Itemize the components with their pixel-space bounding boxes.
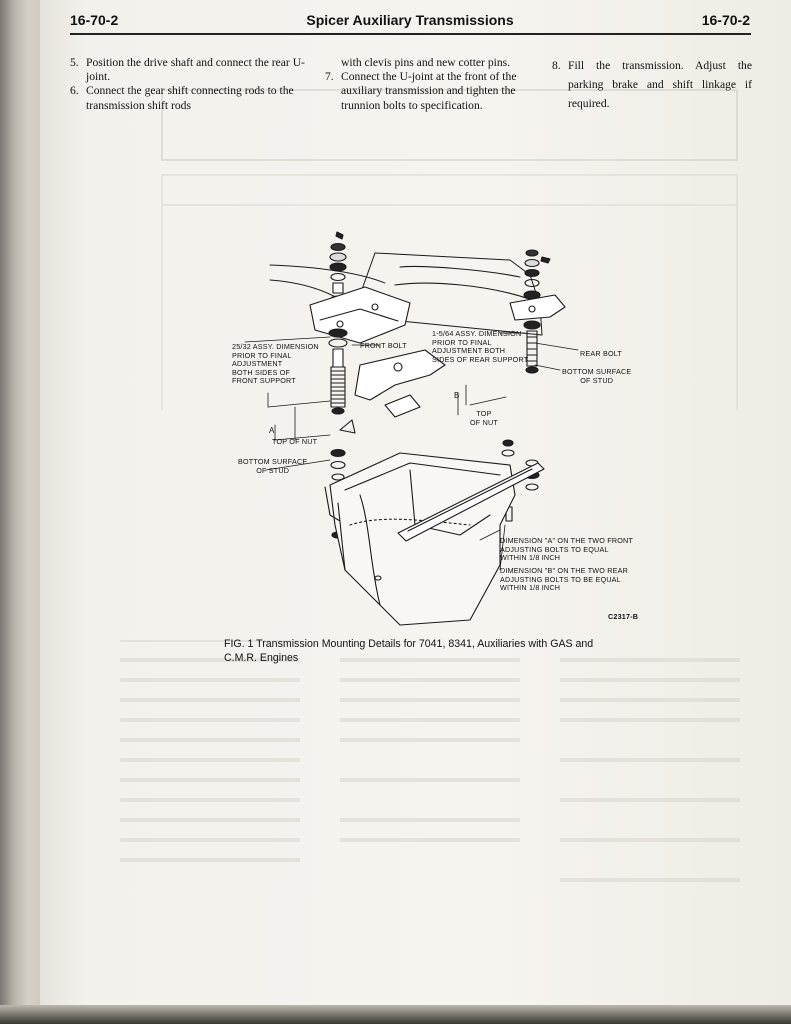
page-header — [70, 10, 750, 32]
step-text: Connect the gear shift connecting rods to the transmission shift rods — [86, 84, 294, 112]
step-number: 6. — [70, 84, 79, 98]
step-text: Connect the U-joint at the front of the auxiliary transmission and tighten the trunnion bolts to specification. — [341, 70, 517, 112]
header-rule — [70, 33, 751, 35]
transmission-case — [325, 453, 515, 625]
rear-upper-bolt-stack — [524, 250, 550, 299]
step-6-continuation — [325, 56, 535, 70]
text-column-1 — [70, 56, 305, 113]
label-rear-bolt: REAR BOLT — [580, 349, 623, 358]
step-text: Fill the transmission. Adjust the parking brake and shift linkage if required. — [568, 59, 752, 110]
label-dim-b-note: DIMENSION "B" ON THE TWO REAR ADJUSTING BOLTS TO BE EQUAL WITHIN 1/8 INCH — [500, 566, 629, 593]
book-spine-shadow — [0, 0, 40, 1024]
step-8 — [552, 56, 752, 113]
label-top-of-nut-right: TOP OF NUT — [470, 409, 498, 427]
label-bottom-surface-left: BOTTOM SURFACE OF STUD — [238, 457, 308, 475]
page-number-left: 16-70-2 — [70, 12, 119, 28]
figure-caption: FIG. 1 Transmission Mounting Details for 7041, 8341, Auxiliaries with GAS and C.M.R. Engines — [224, 638, 594, 664]
page-title: Spicer Auxiliary Transmissions — [306, 12, 514, 28]
label-letter-b: B — [454, 391, 460, 400]
step-text: Position the drive shaft and connect the rear U-joint. — [86, 56, 305, 84]
label-dim-a-note: DIMENSION "A" ON THE TWO FRONT ADJUSTING BOLTS TO EQUAL WITHIN 1/8 INCH — [500, 536, 634, 563]
label-top-of-nut-left: TOP OF NUT — [272, 437, 318, 446]
text-column-2 — [325, 56, 535, 113]
label-dim-1-5-64: 1-5/64 ASSY. DIMENSION PRIOR TO FINAL ADJUSTMENT BOTH SIDES OF REAR SUPPORT — [432, 329, 529, 364]
front-lower-bolt-stack — [329, 329, 347, 414]
step-5 — [70, 56, 305, 84]
step-7 — [325, 70, 535, 113]
transmission-mounting-figure — [170, 225, 650, 635]
page-number-right: 16-70-2 — [701, 12, 750, 28]
step-6 — [70, 84, 305, 112]
bleed-through-lines — [110, 640, 750, 940]
step-text: with clevis pins and new cotter pins. — [341, 56, 511, 69]
step-number: 5. — [70, 56, 79, 69]
bleed-through-columns — [110, 640, 750, 940]
step-number: 7. — [325, 70, 334, 84]
label-bottom-surface-right: BOTTOM SURFACE OF STUD — [562, 367, 632, 385]
label-letter-a: A — [269, 426, 275, 435]
label-front-bolt: FRONT BOLT — [360, 341, 407, 350]
figure-code: C2317-B — [608, 612, 639, 621]
page-bottom-edge — [0, 1005, 791, 1024]
label-dim-25-32: 25/32 ASSY. DIMENSION PRIOR TO FINAL ADJUSTMENT BOTH SIDES OF FRONT SUPPORT — [232, 342, 319, 386]
text-column-3 — [552, 56, 752, 113]
step-number: 8. — [552, 59, 561, 72]
